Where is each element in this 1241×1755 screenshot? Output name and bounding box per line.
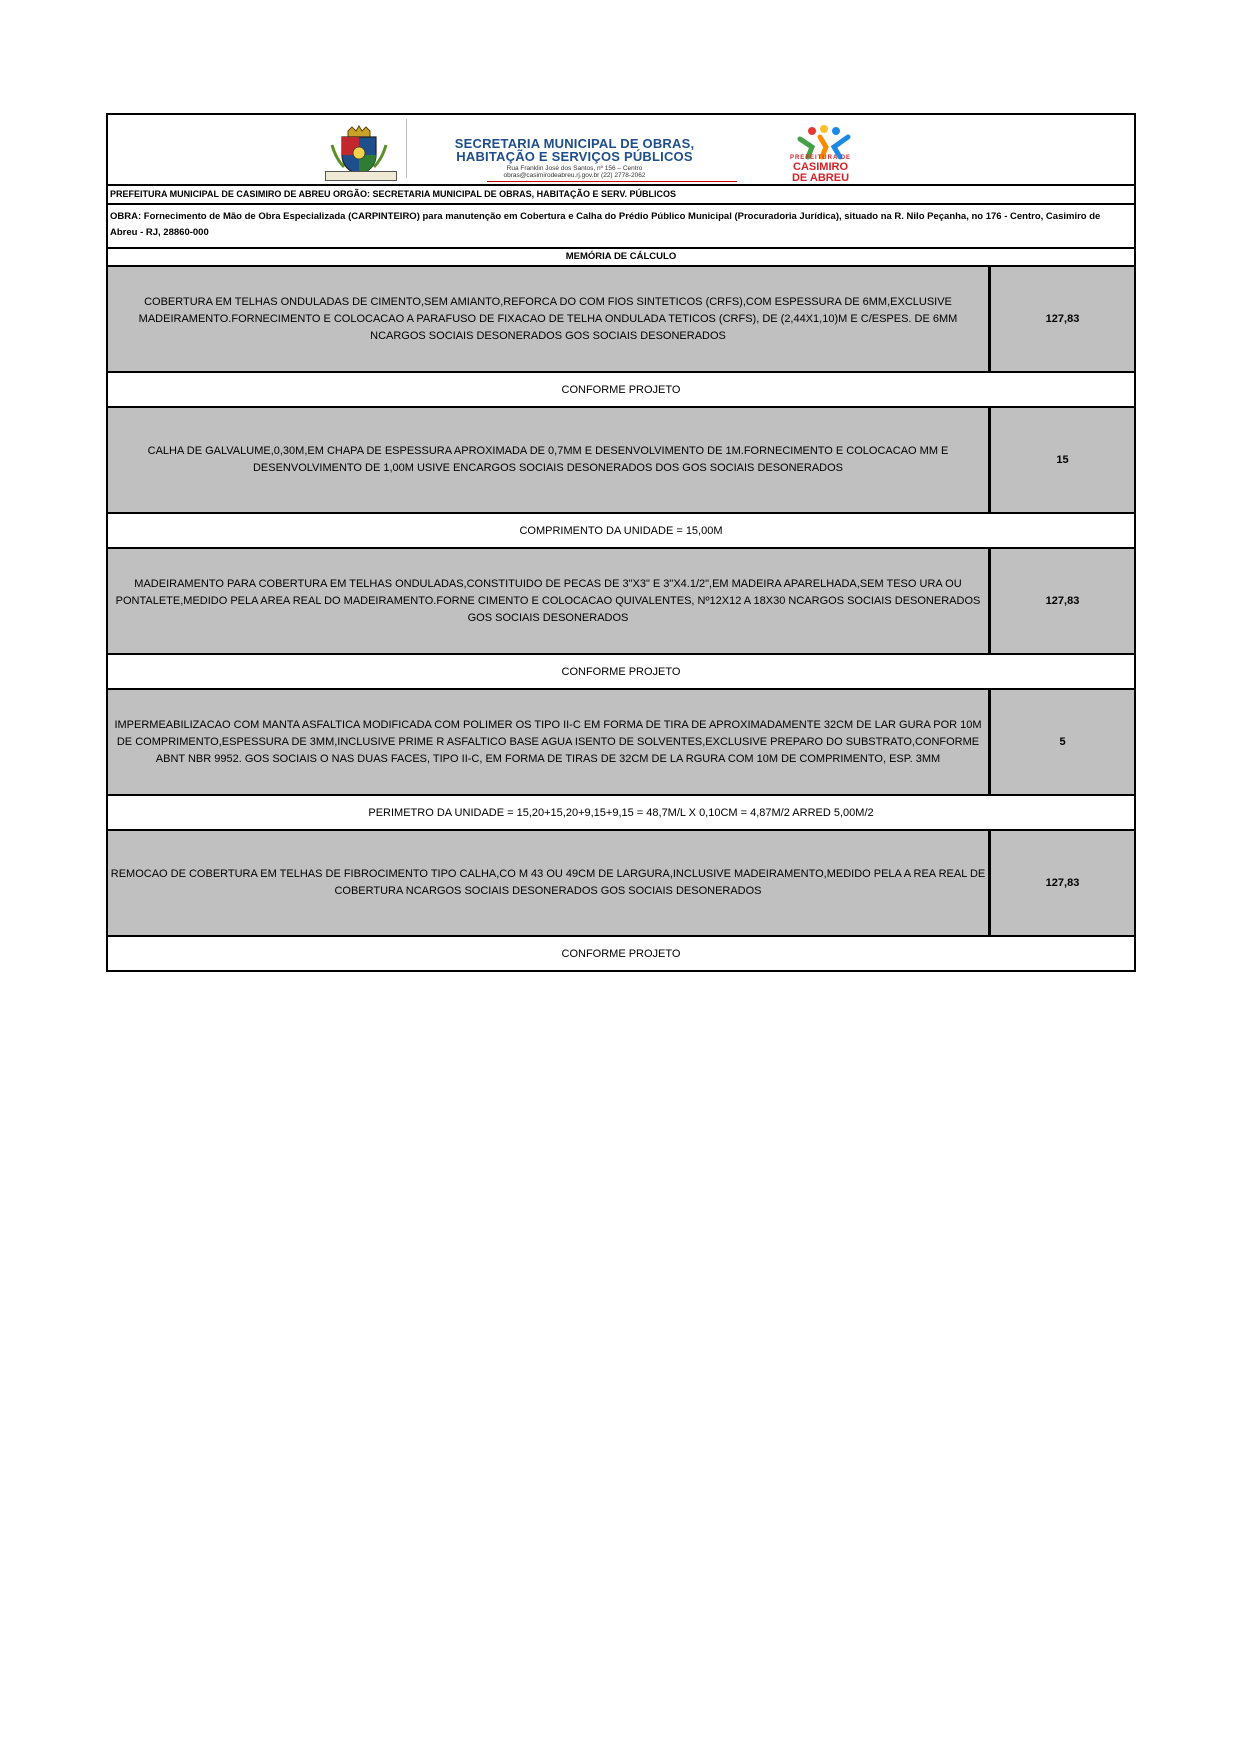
item-description: IMPERMEABILIZACAO COM MANTA ASFALTICA MODIFICADA COM POLIMER OS TIPO II-C EM FORMA DE TIRA DE APROXIMADAMENTE 32CM DE LAR GURA POR 10M DE COMPRIMENTO,ESPESSURA DE 3MM,INCLUSIVE PRIME R ASFALTICO BASE AGUA ISENTO DE SOLVENTES,EXCLUSIVE PREPARO DO SUBSTRATO,CONFORME ABNT NBR 9952. GOS SOCIAIS O NAS DUAS FACES, TIPO II-C, EM FORMA DE TIRAS DE 32CM DE LA RGURA COM 10M DE COMPRIMENTO, ESP. 3MM <box>108 690 991 794</box>
table-row <box>108 267 1134 373</box>
title-underline <box>487 181 737 182</box>
secretaria-title-block <box>406 119 742 178</box>
item-quantity: 127,83 <box>1045 877 1080 889</box>
secretaria-title-line-1: SECRETARIA MUNICIPAL DE OBRAS, <box>454 136 695 151</box>
item-description: COBERTURA EM TELHAS ONDULADAS DE CIMENTO,SEM AMIANTO,REFORCA DO COM FIOS SINTETICOS (CRFS),COM ESPESSURA DE 6MM,EXCLUSIVE MADEIRAMENTO.FORNECIMENTO E COLOCACAO A PARAFUSO DE FIXACAO DE TELHA ONDULADA TETICOS (CRFS), DE (2,44X1,10)M E C/ESPES. DE 6MM NCARGOS SOCIAIS DESONERADOS GOS SOCIAIS DESONERADOS <box>108 267 991 371</box>
prefeitura-name-line-1: CASIMIRO <box>793 161 848 173</box>
item-quantity: 15 <box>1056 454 1069 466</box>
item-note: CONFORME PROJETO <box>108 655 1134 690</box>
secretaria-address <box>407 165 742 179</box>
secretaria-title-line-2: HABITAÇÃO E SERVIÇOS PÚBLICOS <box>456 149 693 164</box>
obra-description: OBRA: Fornecimento de Mão de Obra Especializada (CARPINTEIRO) para manutenção em Cobertura e Calha do Prédio Público Municipal (Procuradoria Jurídica), situado na R. Nilo Peçanha, no 176 - Centro, Casimiro de Abreu - RJ, 28860-000 <box>108 205 1134 249</box>
secretaria-title <box>407 137 742 163</box>
address-line-2: obras@casimirodeabreu.rj.gov.br (22) 2778-2062 <box>503 172 646 179</box>
municipal-crest-icon <box>328 125 390 177</box>
organization-line: PREFEITURA MUNICIPAL DE CASIMIRO DE ABREU ORGÃO: SECRETARIA MUNICIPAL DE OBRAS, HABITAÇÃO E SERV. PÚBLICOS <box>108 186 1134 205</box>
item-description: REMOCAO DE COBERTURA EM TELHAS DE FIBROCIMENTO TIPO CALHA,CO M 43 OU 49CM DE LARGURA,INCLUSIVE MADEIRAMENTO,MEDIDO PELA A REA REAL DE COBERTURA NCARGOS SOCIAIS DESONERADOS GOS SOCIAIS DESONERADOS <box>108 831 991 935</box>
crest-ribbon <box>325 171 397 181</box>
item-description: CALHA DE GALVALUME,0,30M,EM CHAPA DE ESPESSURA APROXIMADA DE 0,7MM E DESENVOLVIMENTO DE 1M.FORNECIMENTO E COLOCACAO MM E DESENVOLVIMENTO DE 1,00M USIVE ENCARGOS SOCIAIS DESONERADOS DOS GOS SOCIAIS DESONERADOS <box>108 408 991 512</box>
item-quantity: 5 <box>1059 736 1066 748</box>
table-row <box>108 549 1134 655</box>
item-note: CONFORME PROJETO <box>108 937 1134 970</box>
table-row <box>108 408 1134 514</box>
prefeitura-name-line-2: DE ABREU <box>791 172 850 184</box>
table-row <box>108 690 1134 796</box>
section-title: MEMÓRIA DE CÁLCULO <box>108 249 1134 267</box>
item-note: COMPRIMENTO DA UNIDADE = 15,00M <box>108 514 1134 549</box>
logo-header <box>108 115 1134 186</box>
item-note: PERIMETRO DA UNIDADE = 15,20+15,20+9,15+9,15 = 48,7M/L X 0,10CM = 4,87M/2 ARRED 5,00M/2 <box>108 796 1134 831</box>
item-quantity: 127,83 <box>1045 595 1080 607</box>
item-quantity: 127,83 <box>1045 313 1080 325</box>
prefeitura-wordmark <box>768 155 873 184</box>
table-row <box>108 831 1134 937</box>
calculation-sheet <box>106 113 1136 972</box>
header-banner <box>273 115 913 182</box>
address-line-1: Rua Franklin José dos Santos, nº 156 – Centro <box>506 165 643 172</box>
prefeitura-small-text: PREFEITURA DE <box>789 155 852 161</box>
item-description: MADEIRAMENTO PARA COBERTURA EM TELHAS ONDULADAS,CONSTITUIDO DE PECAS DE 3"X3" E 3"X4.1/2",EM MADEIRA APARELHADA,SEM TESO URA OU PONTALETE,MEDIDO PELA AREA REAL DO MADEIRAMENTO.FORNE CIMENTO E COLOCACAO QUIVALENTES, Nº12X12 A 18X30 NCARGOS SOCIAIS DESONERADOS GOS SOCIAIS DESONERADOS <box>108 549 991 653</box>
item-note: CONFORME PROJETO <box>108 373 1134 408</box>
